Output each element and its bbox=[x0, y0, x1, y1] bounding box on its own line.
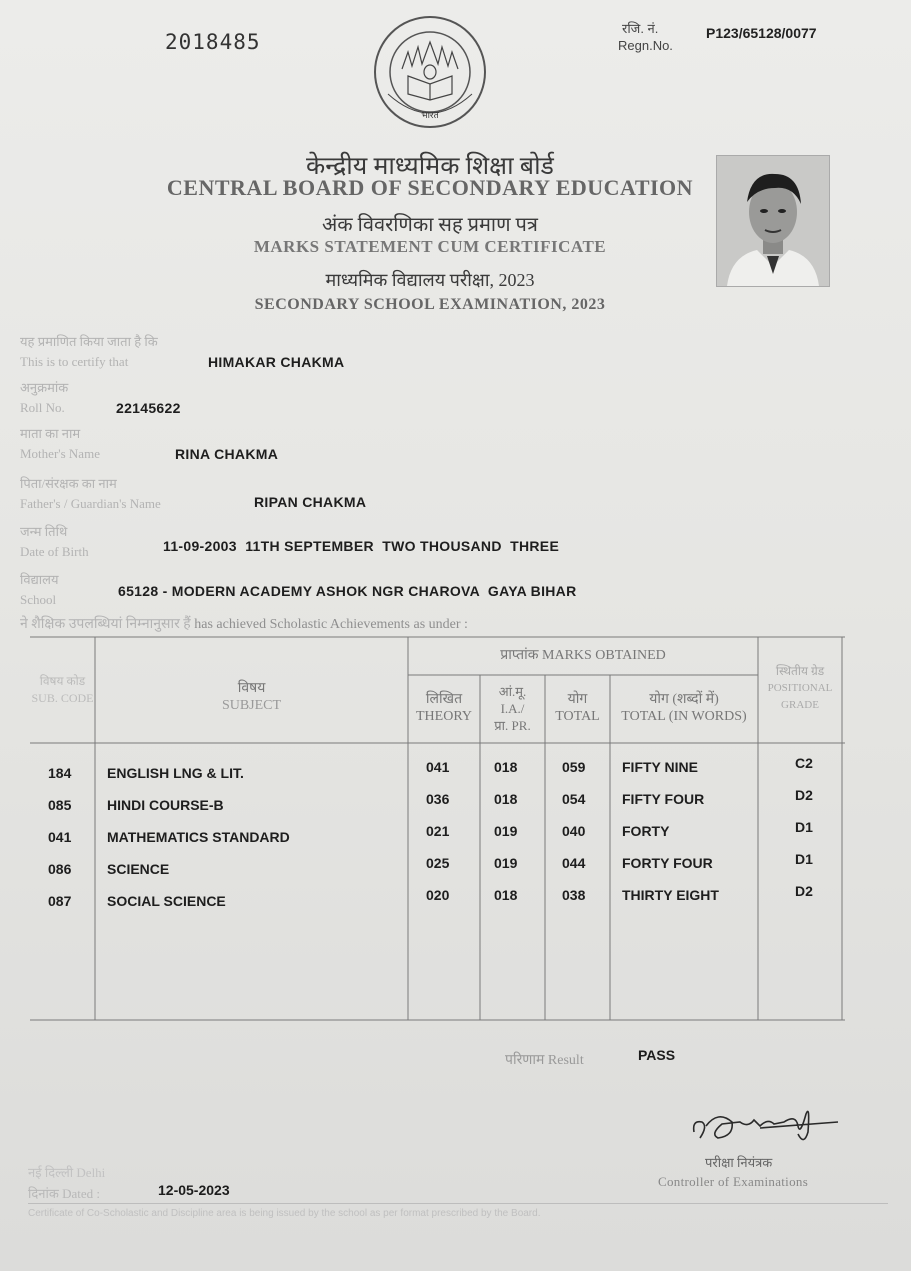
header-subject bbox=[95, 680, 408, 714]
footer-divider bbox=[28, 1203, 888, 1204]
grade-cell: D2 bbox=[795, 883, 813, 899]
achievements-hindi: ने शैक्षिक उपलब्धियां निम्नानुसार हैं bbox=[20, 617, 191, 632]
header-theory bbox=[408, 691, 480, 725]
certify-label: This is to certify that bbox=[20, 354, 129, 369]
board-name-hindi: केन्द्रीय माध्यमिक शिक्षा बोर्ड bbox=[306, 153, 554, 180]
sub-code-cell: 184 bbox=[48, 765, 72, 781]
header-subject-hindi: विषय bbox=[237, 681, 266, 696]
dob-label-hindi: जन्म तिथि bbox=[20, 524, 68, 539]
regn-label-hindi: रजि. नं. bbox=[622, 21, 659, 36]
table-row bbox=[30, 755, 845, 783]
dated-label: दिनांक Dated : bbox=[28, 1186, 100, 1201]
controller-title-english: Controller of Examinations bbox=[658, 1174, 809, 1189]
school-label: School bbox=[20, 592, 57, 607]
marks-table bbox=[30, 635, 845, 1025]
mother-label-hindi: माता का नाम bbox=[20, 426, 81, 441]
sub-code-cell: 085 bbox=[48, 797, 72, 813]
subject-cell: SOCIAL SCIENCE bbox=[107, 893, 226, 909]
roll-number: 22145622 bbox=[116, 400, 181, 416]
header-positional-grade bbox=[758, 663, 842, 714]
header-ia-hindi: आं.मू. bbox=[498, 684, 527, 699]
total-marks-cell: 044 bbox=[562, 855, 586, 871]
mother-name: RINA CHAKMA bbox=[175, 446, 279, 462]
total-in-words-cell: FIFTY NINE bbox=[622, 759, 698, 775]
father-label-hindi: पिता/संरक्षक का नाम bbox=[20, 476, 117, 491]
school-name: 65128 - MODERN ACADEMY ASHOK NGR CHAROVA GAYA BIHAR bbox=[118, 583, 577, 599]
dated-value: 12-05-2023 bbox=[158, 1182, 230, 1198]
dob-label: Date of Birth bbox=[20, 544, 89, 559]
total-marks-cell: 038 bbox=[562, 887, 586, 903]
sub-code-cell: 041 bbox=[48, 829, 72, 845]
date-of-birth: 11-09-2003 11TH SEPTEMBER TWO THOUSAND THREE bbox=[163, 538, 560, 554]
result-label: परिणाम Result bbox=[505, 1053, 584, 1068]
exam-name-english: SECONDARY SCHOOL EXAMINATION, 2023 bbox=[254, 296, 606, 313]
place-label: नई दिल्ली Delhi bbox=[28, 1165, 106, 1180]
total-in-words-cell: FORTY FOUR bbox=[622, 855, 713, 871]
theory-marks-cell: 036 bbox=[426, 791, 450, 807]
subject-cell: ENGLISH LNG & LIT. bbox=[107, 765, 244, 781]
header-total-english: TOTAL bbox=[555, 709, 600, 724]
total-marks-cell: 054 bbox=[562, 791, 586, 807]
header-marks-hindi: प्राप्तांक bbox=[500, 648, 539, 663]
header-theory-hindi: लिखित bbox=[425, 692, 463, 707]
header-words-hindi: योग (शब्दों में) bbox=[649, 692, 719, 707]
header-sub-code-english: SUB. CODE bbox=[31, 691, 94, 705]
table-row bbox=[30, 883, 845, 911]
header-total-in-words bbox=[610, 691, 758, 725]
sub-code-cell: 086 bbox=[48, 861, 72, 877]
roll-label: Roll No. bbox=[20, 400, 65, 415]
header-theory-english: THEORY bbox=[416, 709, 472, 724]
controller-signature bbox=[688, 1092, 848, 1152]
result-value: PASS bbox=[638, 1047, 676, 1063]
theory-marks-cell: 020 bbox=[426, 887, 450, 903]
header-total-hindi: योग bbox=[567, 692, 588, 707]
ia-marks-cell: 018 bbox=[494, 759, 518, 775]
controller-title-hindi: परीक्षा नियंत्रक bbox=[705, 1155, 773, 1170]
father-label: Father's / Guardian's Name bbox=[20, 496, 161, 511]
table-row bbox=[30, 787, 845, 815]
mother-label: Mother's Name bbox=[20, 446, 100, 461]
sub-code-cell: 087 bbox=[48, 893, 72, 909]
header-words-english: TOTAL (IN WORDS) bbox=[621, 709, 747, 724]
achievements-english: has achieved Scholastic Achievements as under : bbox=[194, 617, 468, 632]
subject-cell: MATHEMATICS STANDARD bbox=[107, 829, 290, 845]
header-ia-practical: प्रा. PR. bbox=[494, 718, 531, 733]
ia-marks-cell: 019 bbox=[494, 823, 518, 839]
footnote: Certificate of Co-Scholastic and Discipline area is being issued by the school as per format prescribed by the Board. bbox=[28, 1208, 541, 1219]
header-sub-code bbox=[30, 673, 95, 707]
table-row bbox=[30, 819, 845, 847]
total-in-words-cell: THIRTY EIGHT bbox=[622, 887, 719, 903]
regn-label-english: Regn.No. bbox=[618, 38, 673, 53]
regn-label bbox=[618, 20, 673, 54]
total-in-words-cell: FORTY bbox=[622, 823, 670, 839]
header-marks-obtained bbox=[408, 647, 758, 664]
theory-marks-cell: 041 bbox=[426, 759, 450, 775]
grade-cell: D2 bbox=[795, 787, 813, 803]
document-title-english: MARKS STATEMENT CUM CERTIFICATE bbox=[253, 237, 607, 256]
exam-name-hindi: माध्यमिक विद्यालय परीक्षा, 2023 bbox=[325, 270, 535, 290]
header-ia-english: I.A./ bbox=[500, 701, 525, 716]
theory-marks-cell: 021 bbox=[426, 823, 450, 839]
header-sub-code-hindi: विषय कोड bbox=[39, 674, 86, 688]
total-in-words-cell: FIFTY FOUR bbox=[622, 791, 705, 807]
roll-label-hindi: अनुक्रमांक bbox=[20, 380, 69, 395]
table-row bbox=[30, 851, 845, 879]
theory-marks-cell: 025 bbox=[426, 855, 450, 871]
header-grade-english: POSITIONAL GRADE bbox=[767, 682, 833, 711]
header-marks-english: MARKS OBTAINED bbox=[542, 648, 666, 663]
header-internal-assessment bbox=[480, 683, 545, 734]
ia-marks-cell: 019 bbox=[494, 855, 518, 871]
document-title-hindi: अंक विवरणिका सह प्रमाण पत्र bbox=[322, 214, 538, 236]
grade-cell: D1 bbox=[795, 819, 813, 835]
header-grade-hindi: स्थितीय ग्रेड bbox=[775, 664, 825, 678]
grade-cell: D1 bbox=[795, 851, 813, 867]
total-marks-cell: 059 bbox=[562, 759, 586, 775]
cbse-seal-logo bbox=[372, 14, 488, 130]
serial-number: 2018485 bbox=[165, 30, 261, 54]
regn-number: P123/65128/0077 bbox=[706, 25, 817, 41]
father-name: RIPAN CHAKMA bbox=[254, 494, 367, 510]
achievements-line bbox=[20, 614, 468, 633]
header-subject-english: SUBJECT bbox=[221, 698, 282, 713]
seal-bharat-text: भारत bbox=[421, 111, 439, 121]
header-total bbox=[545, 691, 610, 725]
subject-cell: HINDI COURSE-B bbox=[107, 797, 224, 813]
total-marks-cell: 040 bbox=[562, 823, 586, 839]
school-label-hindi: विद्यालय bbox=[20, 572, 59, 587]
candidate-name: HIMAKAR CHAKMA bbox=[208, 354, 345, 370]
subject-cell: SCIENCE bbox=[107, 861, 170, 877]
grade-cell: C2 bbox=[795, 755, 813, 771]
certify-label-hindi: यह प्रमाणित किया जाता है कि bbox=[20, 334, 158, 349]
candidate-photo bbox=[716, 155, 830, 287]
board-name-english: CENTRAL BOARD OF SECONDARY EDUCATION bbox=[166, 175, 694, 200]
ia-marks-cell: 018 bbox=[494, 791, 518, 807]
ia-marks-cell: 018 bbox=[494, 887, 518, 903]
